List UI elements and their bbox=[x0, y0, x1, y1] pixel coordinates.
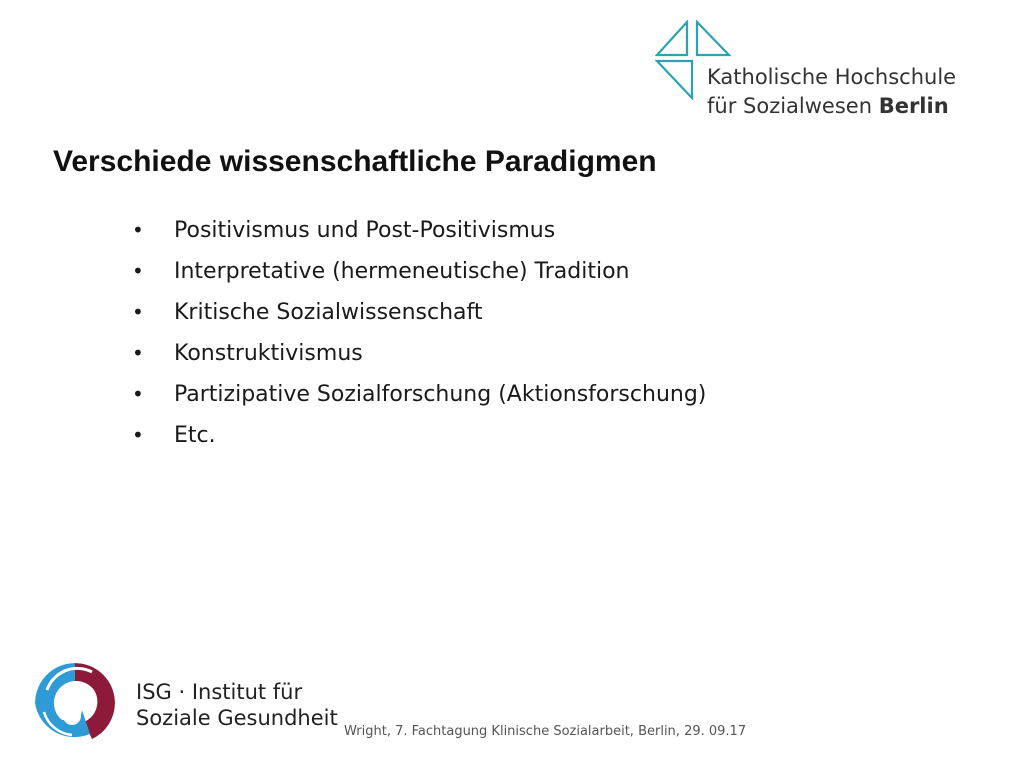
list-item-text: Konstruktivismus bbox=[174, 341, 363, 366]
isg-name-line1: ISG · Institut für bbox=[136, 680, 303, 704]
khsb-logo bbox=[655, 20, 985, 120]
bullet-icon: • bbox=[132, 259, 144, 283]
khsb-name-line2-prefix: für Sozialwesen bbox=[707, 94, 879, 118]
bullet-icon: • bbox=[132, 218, 144, 242]
isg-logo bbox=[32, 660, 342, 746]
khsb-name-line2-bold: Berlin bbox=[878, 94, 949, 118]
bullet-icon: • bbox=[132, 300, 144, 324]
list-item-text: Positivismus und Post-Positivismus bbox=[174, 218, 556, 243]
bullet-icon: • bbox=[132, 382, 144, 406]
khsb-name-line2 bbox=[707, 94, 949, 118]
list-item-text: Kritische Sozialwissenschaft bbox=[174, 300, 483, 325]
slide-title: Verschiede wissenschaftliche Paradigmen bbox=[53, 145, 657, 178]
khsb-name-line1: Katholische Hochschule bbox=[707, 65, 957, 89]
isg-name-line2: Soziale Gesundheit bbox=[136, 706, 338, 730]
bullet-icon: • bbox=[132, 423, 144, 447]
isg-emblem-icon bbox=[32, 660, 118, 746]
list-item-text: Partizipative Sozialforschung (Aktionsforschung) bbox=[174, 382, 707, 407]
bullet-icon: • bbox=[132, 341, 144, 365]
list-item-text: Etc. bbox=[174, 423, 216, 448]
footer-citation: Wright, 7. Fachtagung Klinische Sozialarbeit, Berlin, 29. 09.17 bbox=[344, 724, 747, 739]
list-item-text: Interpretative (hermeneutische) Tradition bbox=[174, 259, 630, 284]
